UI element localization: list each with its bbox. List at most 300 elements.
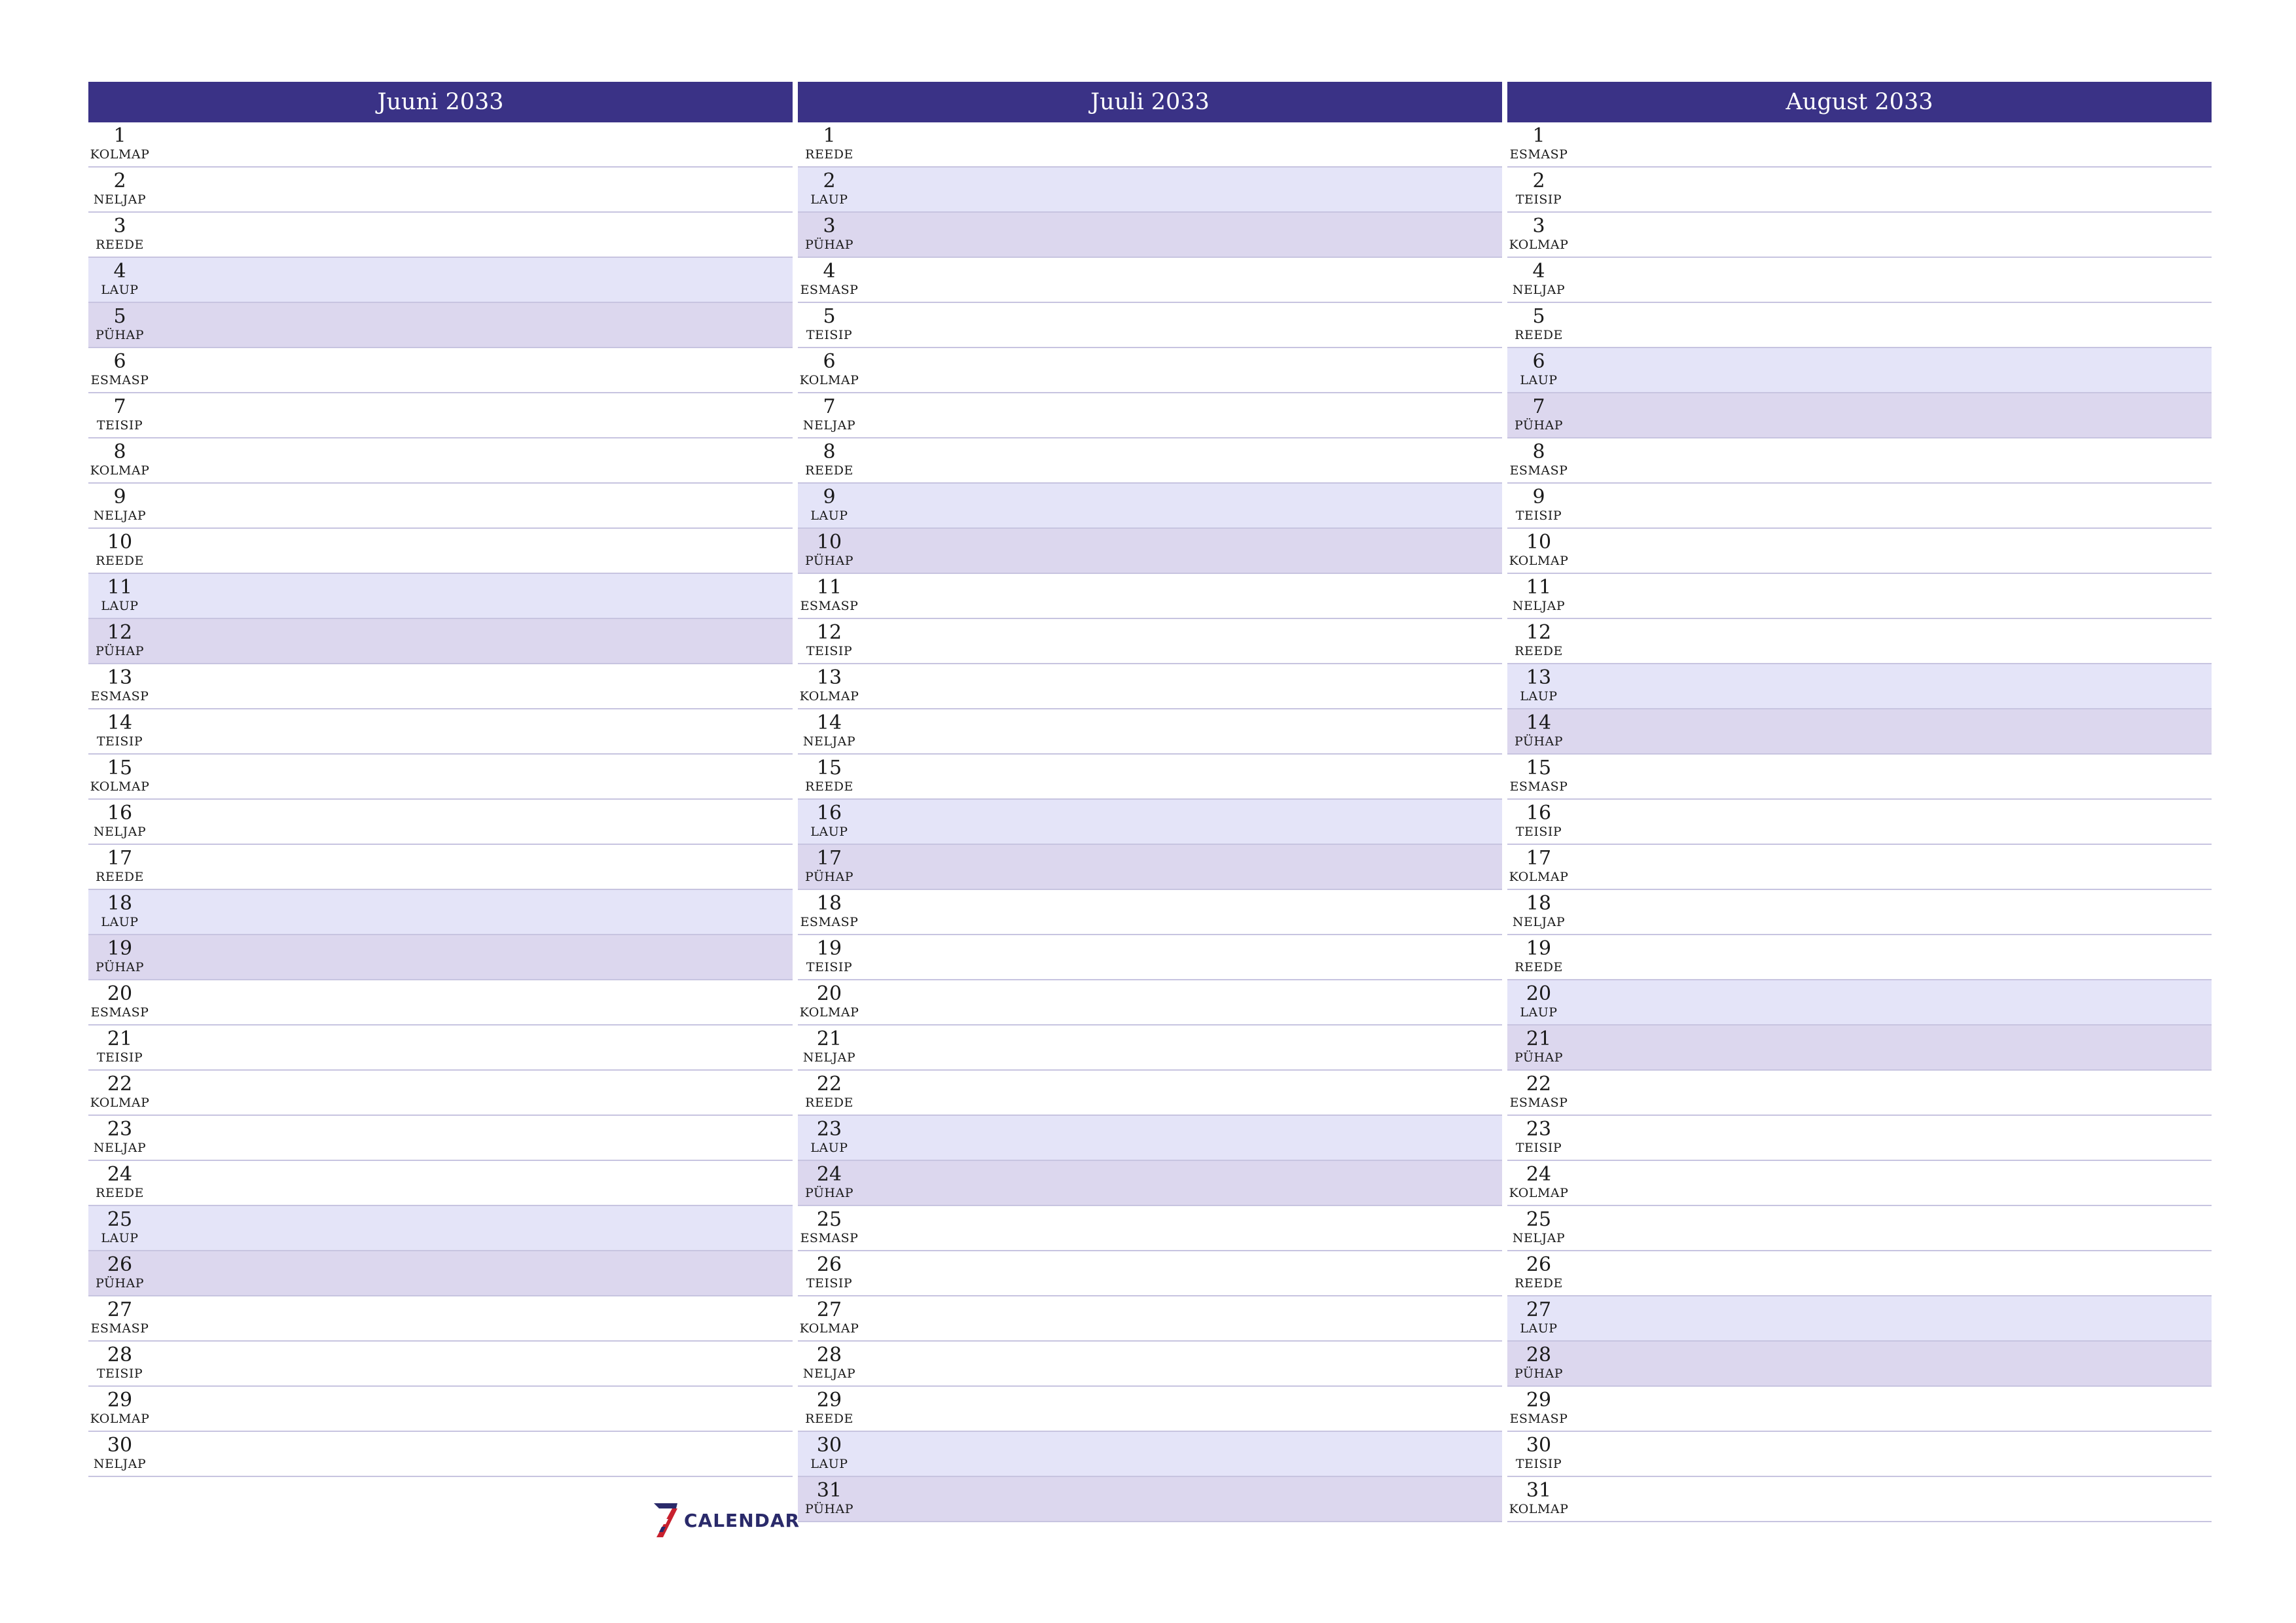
- day-number: 6: [113, 350, 126, 373]
- day-label: [88, 303, 151, 342]
- day-label: [1507, 1432, 1570, 1471]
- day-label: [798, 438, 861, 478]
- day-label: [88, 935, 151, 974]
- day-name: LAUP: [1520, 373, 1558, 387]
- day-number: 16: [1526, 802, 1552, 825]
- day-label: [1507, 1071, 1570, 1110]
- day-number: 15: [816, 757, 842, 779]
- day-label: [798, 1206, 861, 1245]
- day-row: [798, 393, 1502, 438]
- day-label: [798, 529, 861, 568]
- day-label: [88, 1251, 151, 1291]
- day-number: 9: [823, 486, 836, 508]
- seven-logo-icon: [651, 1502, 679, 1539]
- day-number: 19: [1526, 937, 1552, 960]
- day-row: [1507, 935, 2212, 980]
- day-name: LAUP: [101, 599, 139, 613]
- day-label: [798, 1477, 861, 1516]
- day-list: [88, 122, 793, 1477]
- day-name: ESMASP: [90, 373, 149, 387]
- day-label: [88, 574, 151, 613]
- day-row: [1507, 664, 2212, 709]
- day-label: [798, 755, 861, 794]
- day-number: 4: [823, 260, 836, 283]
- day-name: ESMASP: [1509, 147, 1568, 162]
- day-row: [798, 574, 1502, 619]
- day-label: [1507, 393, 1570, 433]
- day-row: [88, 935, 793, 980]
- day-label: [1507, 1206, 1570, 1245]
- day-name: LAUP: [101, 915, 139, 929]
- day-name: NELJAP: [802, 1366, 856, 1381]
- day-number: 9: [1532, 486, 1545, 508]
- day-number: 2: [823, 169, 836, 192]
- day-name: REEDE: [96, 1186, 144, 1200]
- day-name: ESMASP: [90, 1005, 149, 1020]
- day-number: 14: [816, 711, 842, 734]
- day-row: [1507, 1206, 2212, 1251]
- day-number: 18: [107, 892, 133, 915]
- day-label: [798, 1071, 861, 1110]
- day-row: [798, 1071, 1502, 1116]
- day-label: [88, 213, 151, 252]
- day-row: [1507, 845, 2212, 890]
- day-name: NELJAP: [93, 1457, 147, 1471]
- day-label: [88, 845, 151, 884]
- day-label: [1507, 1296, 1570, 1336]
- day-row: [88, 1071, 793, 1116]
- day-name: TEISIP: [96, 418, 143, 433]
- day-label: [1507, 709, 1570, 749]
- day-number: 20: [1526, 982, 1552, 1005]
- day-number: 29: [1526, 1389, 1552, 1412]
- day-row: [88, 664, 793, 709]
- day-label: [798, 845, 861, 884]
- day-label: [88, 755, 151, 794]
- day-label: [798, 303, 861, 342]
- day-name: LAUP: [101, 283, 139, 297]
- day-number: 18: [1526, 892, 1552, 915]
- day-label: [1507, 800, 1570, 839]
- day-name: LAUP: [1520, 1005, 1558, 1020]
- day-label: [798, 1432, 861, 1471]
- day-label: [798, 619, 861, 658]
- day-name: LAUP: [810, 825, 848, 839]
- day-label: [88, 122, 151, 162]
- month-june: [88, 82, 793, 1477]
- day-name: NELJAP: [1512, 1231, 1566, 1245]
- day-row: [88, 574, 793, 619]
- day-row: [1507, 619, 2212, 664]
- day-label: [1507, 1251, 1570, 1291]
- day-label: [88, 800, 151, 839]
- day-row: [798, 1387, 1502, 1432]
- day-name: ESMASP: [800, 915, 859, 929]
- day-number: 10: [816, 531, 842, 554]
- day-number: 8: [1532, 440, 1545, 463]
- day-list: [1507, 122, 2212, 1522]
- day-label: [1507, 168, 1570, 207]
- day-label: [798, 574, 861, 613]
- day-name: TEISIP: [96, 1366, 143, 1381]
- day-number: 30: [1526, 1434, 1552, 1457]
- day-row: [1507, 348, 2212, 393]
- day-name: ESMASP: [800, 1231, 859, 1245]
- day-label: [88, 619, 151, 658]
- day-row: [1507, 1342, 2212, 1387]
- day-label: [798, 484, 861, 523]
- day-label: [88, 258, 151, 297]
- day-name: KOLMAP: [1509, 1186, 1569, 1200]
- day-name: LAUP: [810, 1141, 848, 1155]
- day-label: [88, 664, 151, 704]
- day-row: [798, 303, 1502, 348]
- day-label: [1507, 664, 1570, 704]
- day-row: [798, 1206, 1502, 1251]
- day-label: [1507, 529, 1570, 568]
- day-number: 23: [1526, 1118, 1552, 1141]
- brand-logo: [651, 1502, 800, 1539]
- day-number: 18: [816, 892, 842, 915]
- day-row: [798, 845, 1502, 890]
- day-name: REEDE: [1515, 960, 1563, 974]
- day-row: [798, 1296, 1502, 1342]
- day-name: REEDE: [1515, 1276, 1563, 1291]
- day-number: 5: [823, 305, 836, 328]
- day-number: 13: [107, 666, 133, 689]
- day-name: TEISIP: [1515, 825, 1562, 839]
- day-label: [1507, 845, 1570, 884]
- day-name: NELJAP: [1512, 283, 1566, 297]
- day-name: PÜHAP: [1514, 734, 1564, 749]
- day-row: [1507, 1116, 2212, 1161]
- day-label: [798, 213, 861, 252]
- day-row: [798, 213, 1502, 258]
- day-row: [88, 1116, 793, 1161]
- day-number: 20: [107, 982, 133, 1005]
- day-number: 30: [816, 1434, 842, 1457]
- day-name: REEDE: [805, 1096, 853, 1110]
- day-label: [1507, 755, 1570, 794]
- day-number: 24: [816, 1163, 842, 1186]
- month-august: [1507, 82, 2212, 1522]
- day-number: 25: [1526, 1208, 1552, 1231]
- day-number: 27: [1526, 1298, 1552, 1321]
- day-name: LAUP: [810, 192, 848, 207]
- day-label: [1507, 303, 1570, 342]
- day-name: LAUP: [101, 1231, 139, 1245]
- day-number: 3: [823, 215, 836, 238]
- day-number: 7: [1532, 395, 1545, 418]
- day-label: [88, 709, 151, 749]
- day-number: 20: [816, 982, 842, 1005]
- month-title: August 2033: [1507, 82, 2212, 122]
- day-label: [1507, 1116, 1570, 1155]
- day-name: LAUP: [1520, 689, 1558, 704]
- day-name: NELJAP: [802, 418, 856, 433]
- day-name: PÜHAP: [804, 238, 854, 252]
- day-row: [1507, 1477, 2212, 1522]
- day-name: KOLMAP: [90, 1096, 150, 1110]
- day-label: [1507, 1026, 1570, 1065]
- day-row: [88, 709, 793, 755]
- day-name: NELJAP: [1512, 915, 1566, 929]
- day-name: REEDE: [1515, 328, 1563, 342]
- day-name: KOLMAP: [799, 1005, 859, 1020]
- day-name: REEDE: [96, 238, 144, 252]
- day-number: 16: [816, 802, 842, 825]
- day-number: 16: [107, 802, 133, 825]
- day-row: [88, 1387, 793, 1432]
- day-name: LAUP: [1520, 1321, 1558, 1336]
- day-label: [88, 1342, 151, 1381]
- day-row: [1507, 303, 2212, 348]
- day-name: KOLMAP: [1509, 870, 1569, 884]
- day-name: KOLMAP: [90, 1412, 150, 1426]
- month-title: Juuli 2033: [798, 82, 1502, 122]
- day-label: [798, 664, 861, 704]
- day-number: 15: [107, 757, 133, 779]
- day-name: PÜHAP: [804, 554, 854, 568]
- day-number: 5: [113, 305, 126, 328]
- day-name: PÜHAP: [804, 1186, 854, 1200]
- day-name: ESMASP: [1509, 1412, 1568, 1426]
- day-number: 12: [107, 621, 133, 644]
- day-name: PÜHAP: [95, 1276, 145, 1291]
- day-label: [88, 1161, 151, 1200]
- day-name: PÜHAP: [804, 1502, 854, 1516]
- day-row: [798, 619, 1502, 664]
- day-number: 10: [1526, 531, 1552, 554]
- day-row: [88, 845, 793, 890]
- day-label: [798, 393, 861, 433]
- day-label: [798, 800, 861, 839]
- day-label: [1507, 1387, 1570, 1426]
- day-number: 12: [816, 621, 842, 644]
- day-name: NELJAP: [93, 508, 147, 523]
- day-row: [1507, 122, 2212, 168]
- day-row: [1507, 213, 2212, 258]
- day-number: 8: [823, 440, 836, 463]
- day-row: [88, 303, 793, 348]
- day-number: 13: [1526, 666, 1552, 689]
- day-label: [1507, 348, 1570, 387]
- day-row: [88, 755, 793, 800]
- day-label: [798, 258, 861, 297]
- day-row: [1507, 1251, 2212, 1296]
- day-row: [88, 1342, 793, 1387]
- day-number: 13: [816, 666, 842, 689]
- day-label: [1507, 258, 1570, 297]
- day-row: [798, 1116, 1502, 1161]
- day-row: [798, 1161, 1502, 1206]
- day-name: TEISIP: [806, 328, 853, 342]
- day-row: [798, 709, 1502, 755]
- day-label: [88, 1432, 151, 1471]
- day-label: [88, 1387, 151, 1426]
- day-label: [1507, 1161, 1570, 1200]
- day-name: REEDE: [805, 147, 853, 162]
- day-number: 6: [823, 350, 836, 373]
- day-number: 7: [823, 395, 836, 418]
- day-number: 22: [1526, 1073, 1552, 1096]
- day-row: [798, 1477, 1502, 1522]
- day-row: [1507, 890, 2212, 935]
- day-name: ESMASP: [90, 689, 149, 704]
- day-name: PÜHAP: [1514, 1050, 1564, 1065]
- day-name: PÜHAP: [95, 328, 145, 342]
- day-name: REEDE: [805, 779, 853, 794]
- day-name: REEDE: [96, 554, 144, 568]
- day-name: ESMASP: [1509, 779, 1568, 794]
- day-row: [798, 1026, 1502, 1071]
- day-label: [798, 980, 861, 1020]
- day-label: [798, 1387, 861, 1426]
- day-number: 1: [1532, 124, 1545, 147]
- day-label: [1507, 890, 1570, 929]
- day-row: [1507, 1296, 2212, 1342]
- day-label: [1507, 1342, 1570, 1381]
- month-july: [798, 82, 1502, 1522]
- day-row: [1507, 438, 2212, 484]
- day-number: 23: [107, 1118, 133, 1141]
- day-row: [1507, 1432, 2212, 1477]
- day-number: 3: [1532, 215, 1545, 238]
- day-number: 31: [816, 1479, 842, 1502]
- day-row: [88, 484, 793, 529]
- day-name: NELJAP: [93, 1141, 147, 1155]
- day-number: 19: [816, 937, 842, 960]
- day-name: NELJAP: [802, 1050, 856, 1065]
- day-name: KOLMAP: [90, 463, 150, 478]
- day-label: [88, 484, 151, 523]
- day-name: LAUP: [810, 1457, 848, 1471]
- day-label: [1507, 213, 1570, 252]
- day-label: [798, 1116, 861, 1155]
- day-row: [1507, 1387, 2212, 1432]
- day-row: [1507, 393, 2212, 438]
- month-title: Juuni 2033: [88, 82, 793, 122]
- day-name: KOLMAP: [799, 373, 859, 387]
- day-number: 12: [1526, 621, 1552, 644]
- day-label: [88, 980, 151, 1020]
- day-label: [798, 168, 861, 207]
- day-name: KOLMAP: [90, 147, 150, 162]
- day-name: KOLMAP: [799, 1321, 859, 1336]
- day-number: 15: [1526, 757, 1552, 779]
- day-row: [88, 168, 793, 213]
- day-row: [88, 529, 793, 574]
- day-number: 23: [816, 1118, 842, 1141]
- day-number: 14: [1526, 711, 1552, 734]
- day-number: 29: [107, 1389, 133, 1412]
- day-label: [88, 529, 151, 568]
- day-number: 19: [107, 937, 133, 960]
- day-row: [798, 529, 1502, 574]
- day-name: TEISIP: [96, 1050, 143, 1065]
- day-label: [88, 438, 151, 478]
- day-label: [1507, 122, 1570, 162]
- day-row: [1507, 1071, 2212, 1116]
- day-number: 4: [1532, 260, 1545, 283]
- day-label: [88, 1026, 151, 1065]
- day-label: [88, 1116, 151, 1155]
- day-label: [798, 1161, 861, 1200]
- day-row: [798, 800, 1502, 845]
- day-list: [798, 122, 1502, 1522]
- day-row: [798, 755, 1502, 800]
- day-label: [798, 890, 861, 929]
- day-name: TEISIP: [806, 1276, 853, 1291]
- day-number: 6: [1532, 350, 1545, 373]
- day-name: ESMASP: [800, 283, 859, 297]
- day-label: [88, 1296, 151, 1336]
- day-number: 11: [107, 576, 133, 599]
- day-row: [1507, 574, 2212, 619]
- day-name: PÜHAP: [804, 870, 854, 884]
- day-row: [88, 258, 793, 303]
- day-name: TEISIP: [1515, 508, 1562, 523]
- day-label: [88, 348, 151, 387]
- day-row: [798, 980, 1502, 1026]
- day-name: TEISIP: [1515, 1141, 1562, 1155]
- day-row: [798, 935, 1502, 980]
- day-number: 21: [1526, 1027, 1552, 1050]
- day-name: NELJAP: [1512, 599, 1566, 613]
- day-row: [798, 122, 1502, 168]
- day-number: 1: [113, 124, 126, 147]
- day-name: REEDE: [805, 463, 853, 478]
- day-name: REEDE: [1515, 644, 1563, 658]
- day-name: ESMASP: [90, 1321, 149, 1336]
- day-row: [1507, 168, 2212, 213]
- day-label: [1507, 484, 1570, 523]
- day-number: 26: [816, 1253, 842, 1276]
- day-name: NELJAP: [93, 192, 147, 207]
- day-name: TEISIP: [1515, 192, 1562, 207]
- day-number: 27: [107, 1298, 133, 1321]
- day-label: [798, 1026, 861, 1065]
- day-number: 4: [113, 260, 126, 283]
- day-name: NELJAP: [93, 825, 147, 839]
- day-row: [88, 1251, 793, 1296]
- day-row: [1507, 800, 2212, 845]
- day-row: [88, 1206, 793, 1251]
- day-row: [88, 122, 793, 168]
- day-number: 22: [816, 1073, 842, 1096]
- day-name: KOLMAP: [90, 779, 150, 794]
- day-number: 25: [816, 1208, 842, 1231]
- day-row: [88, 438, 793, 484]
- day-row: [1507, 529, 2212, 574]
- day-number: 26: [107, 1253, 133, 1276]
- day-row: [88, 890, 793, 935]
- day-row: [798, 1251, 1502, 1296]
- day-name: TEISIP: [806, 960, 853, 974]
- day-number: 2: [113, 169, 126, 192]
- day-number: 11: [1526, 576, 1552, 599]
- day-row: [1507, 1161, 2212, 1206]
- day-number: 7: [113, 395, 126, 418]
- day-row: [88, 393, 793, 438]
- day-number: 9: [113, 486, 126, 508]
- day-row: [1507, 980, 2212, 1026]
- day-name: ESMASP: [1509, 1096, 1568, 1110]
- day-number: 28: [107, 1344, 133, 1366]
- day-label: [798, 1251, 861, 1291]
- day-number: 25: [107, 1208, 133, 1231]
- day-row: [798, 664, 1502, 709]
